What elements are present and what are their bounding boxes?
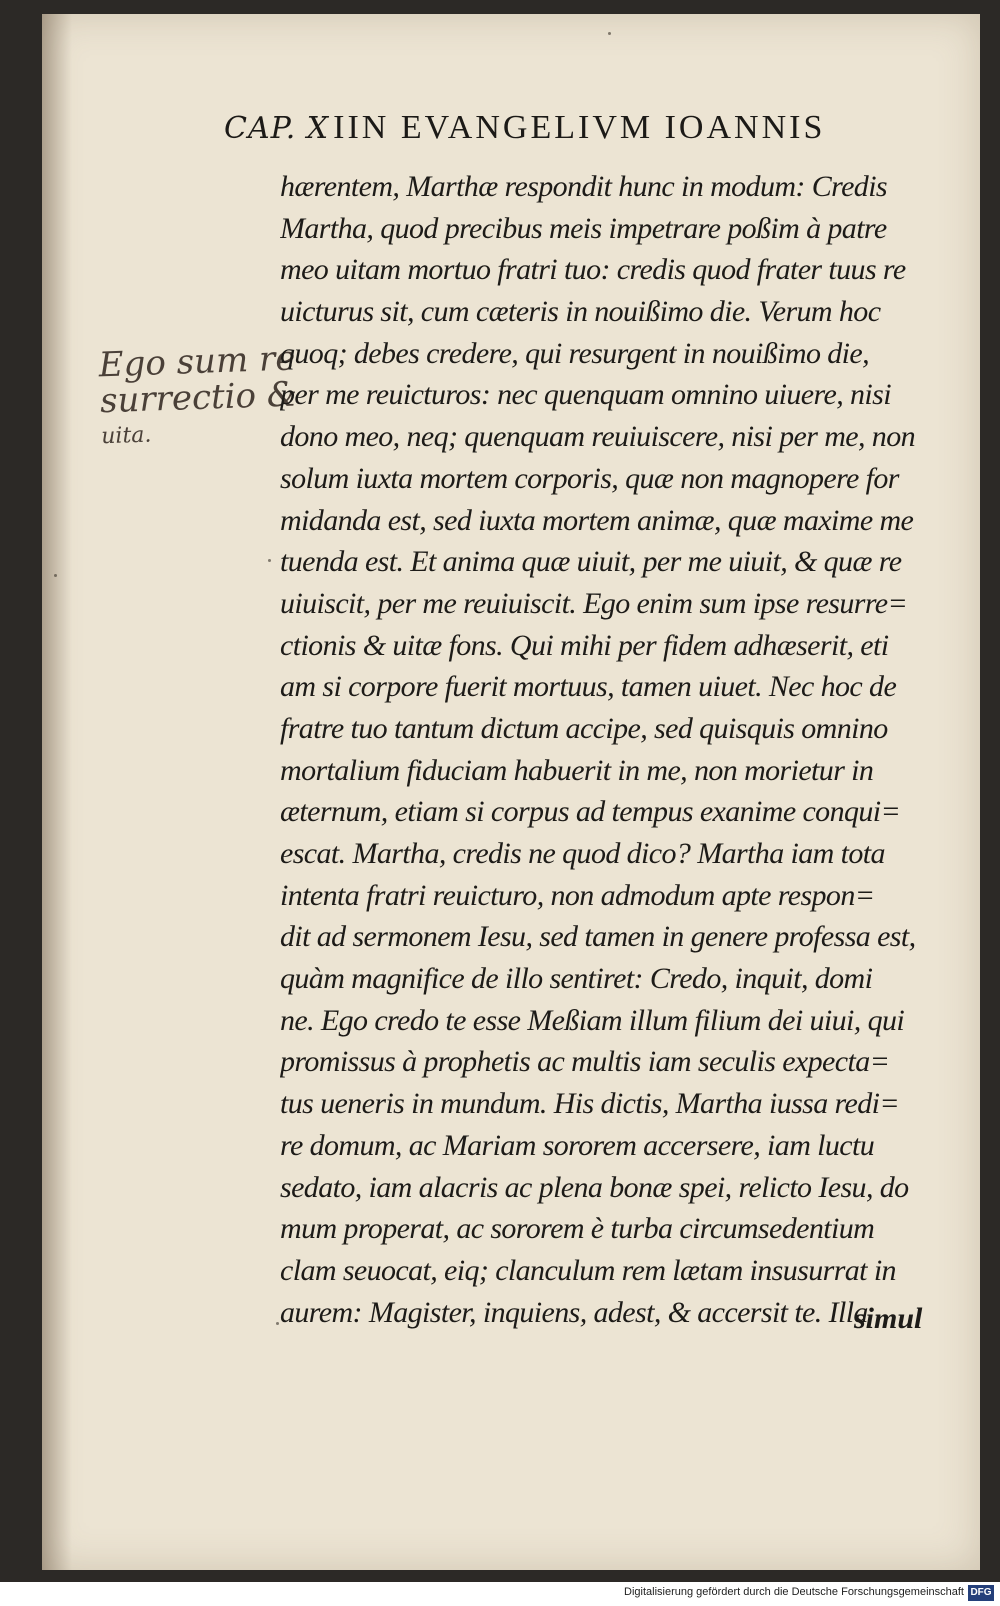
- text-line: re domum, ac Mariam sororem accersere, iam luctu: [280, 1128, 875, 1162]
- text-line: tus ueneris in mundum. His dictis, Martha iussa redi=: [280, 1087, 900, 1121]
- text-line: tuenda est. Et anima quæ uiuit, per me uiuit, & quæ re: [280, 545, 902, 579]
- running-head-title: IIN EVANGELIVM IOANNIS: [333, 109, 826, 146]
- text-line: fratre tuo tantum dictum accipe, sed quisquis omnino: [280, 711, 888, 745]
- text-line: intenta fratri reuicturo, non admodum apte respon=: [280, 878, 875, 912]
- text-line: mortalium fiduciam habuerit in me, non morietur in: [280, 753, 874, 787]
- text-line: per me reuicturos: nec quenquam omnino uiuere, nisi: [280, 378, 891, 412]
- text-line: clam seuocat, eiq; clanculum rem lætam insusurrat in: [280, 1253, 896, 1287]
- gutter-shadow: [42, 14, 72, 1570]
- marginal-note-line: Ego sum re: [98, 338, 297, 386]
- text-line: aurem: Magister, inquiens, adest, & accersit te. Illa: [280, 1295, 868, 1329]
- text-line: sedato, iam alacris ac plena bonæ spei, relicto Iesu, do: [280, 1170, 909, 1204]
- text-line: promissus à prophetis ac multis iam seculis expecta=: [280, 1045, 890, 1079]
- text-line: am si corpore fuerit mortuus, tamen uiuet. Nec hoc de: [280, 670, 897, 704]
- body-text: [280, 166, 968, 1333]
- footer-credit: Digitalisierung gefördert durch die Deutsche Forschungsgemeinschaft: [624, 1586, 964, 1598]
- text-line: æternum, etiam si corpus ad tempus exanime conqui=: [280, 795, 901, 829]
- text-line: uiuiscit, per me reuiuiscit. Ego enim sum ipse resurre=: [280, 586, 908, 620]
- marginal-note-line: surrectio &: [99, 374, 298, 422]
- text-line: escat. Martha, credis ne quod dico? Martha iam tota: [280, 837, 885, 870]
- paper-speck: [268, 559, 271, 562]
- running-head: [224, 109, 924, 159]
- text-line: quoq; debes credere, qui resurgent in nouißimo die,: [280, 336, 870, 370]
- book-page: [42, 14, 980, 1570]
- paper-speck: [276, 1322, 279, 1325]
- text-line: dit ad sermonem Iesu, sed tamen in genere professa est,: [280, 920, 916, 954]
- text-line: meo uitam mortuo fratri tuo: credis quod frater tuus re: [280, 253, 906, 287]
- text-line: Martha, quod precibus meis impetrare poßim à patre: [280, 211, 887, 245]
- text-line: ctionis & uitæ fons. Qui mihi per fidem adhæserit, eti: [280, 628, 889, 662]
- text-line: solum iuxta mortem corporis, quæ non magnopere for: [280, 461, 899, 495]
- text-line: dono meo, neq; quenquam reuiuiscere, nisi per me, non: [280, 420, 916, 454]
- paper-speck: [608, 32, 611, 35]
- catchword: simul: [854, 1302, 923, 1335]
- handwritten-marginal-note: [98, 338, 298, 456]
- chapter-mark: CAP. X: [224, 111, 330, 146]
- text-line: uicturus sit, cum cæteris in nouißimo die. Verum hoc: [280, 295, 881, 329]
- marginal-note-line: uita.: [100, 422, 152, 450]
- paper-speck: [54, 574, 57, 577]
- text-line: mum properat, ac sororem è turba circumsedentium: [280, 1212, 875, 1246]
- text-line: hærentem, Marthæ respondit hunc in modum: Credis: [280, 170, 888, 203]
- footer-bar: [0, 1582, 1000, 1606]
- text-line: quàm magnifice de illo sentiret: Credo, inquit, domi: [280, 962, 873, 996]
- text-line: ne. Ego credo te esse Meßiam illum filium dei uiui, qui: [280, 1003, 905, 1037]
- dfg-logo: DFG: [968, 1585, 994, 1601]
- text-line: midanda est, sed iuxta mortem animæ, quæ maxime me: [280, 503, 914, 537]
